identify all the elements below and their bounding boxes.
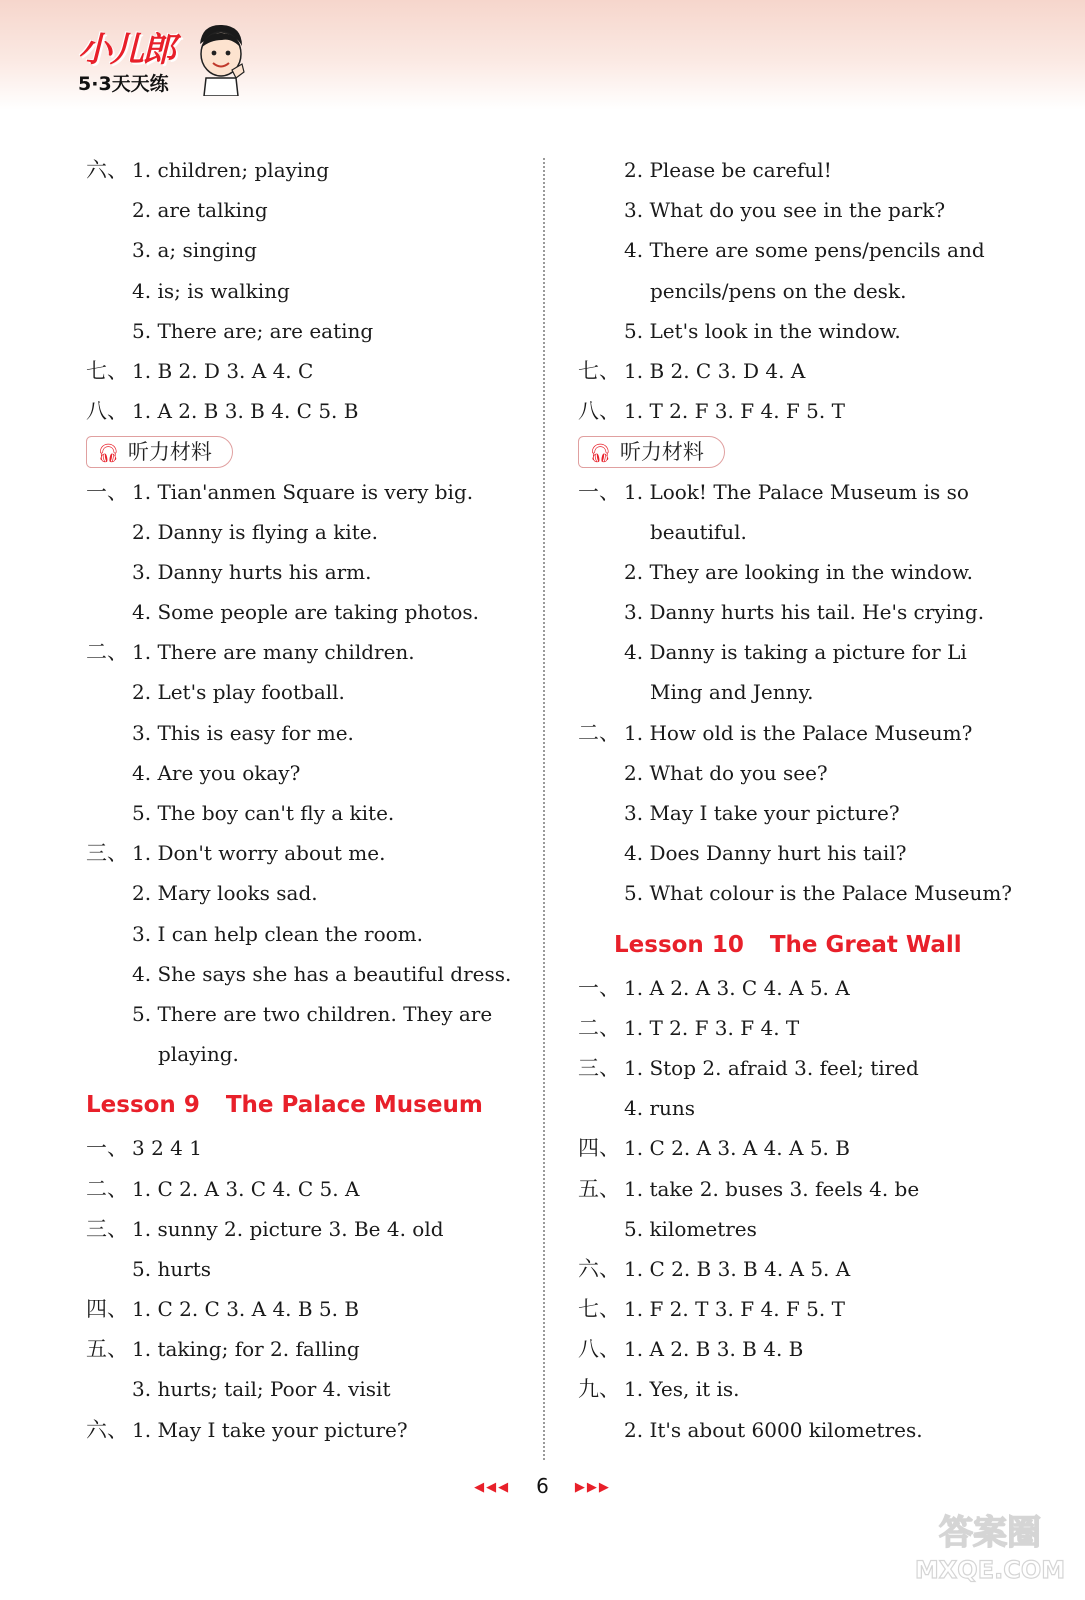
mascot-icon xyxy=(192,20,248,96)
answer-line xyxy=(578,1008,1018,1048)
answer-text: 1. sunny 2. picture 3. Be 4. old xyxy=(132,1216,444,1241)
section-mark: 八、 xyxy=(578,1337,620,1362)
answer-line xyxy=(578,552,1018,592)
section-mark: 七、 xyxy=(578,1297,620,1322)
section-mark: 九、 xyxy=(578,1377,620,1402)
answer-text: 1. C 2. A 3. C 4. C 5. A xyxy=(132,1176,360,1201)
answer-text: 3. What do you see in the park? xyxy=(624,198,946,223)
answer-text: 2. are talking xyxy=(132,198,268,223)
answer-text: 2. Mary looks sad. xyxy=(132,881,318,906)
answer-text: 2. Let's play football. xyxy=(132,680,345,705)
answer-line xyxy=(86,753,526,793)
section-mark: 二、 xyxy=(86,640,128,665)
answer-text: 1. take 2. buses 3. feels 4. be xyxy=(624,1176,920,1201)
answer-text: Ming and Jenny. xyxy=(650,680,814,705)
answer-line xyxy=(86,1128,526,1168)
answer-line xyxy=(578,833,1018,873)
right-column xyxy=(578,150,1018,1450)
answer-line xyxy=(86,873,526,913)
answer-line xyxy=(578,1289,1018,1329)
answer-text: 4. Danny is taking a picture for Li xyxy=(624,640,967,665)
answer-line xyxy=(578,793,1018,833)
answer-line xyxy=(578,1249,1018,1289)
answer-text: 1. taking; for 2. falling xyxy=(132,1337,360,1362)
answer-line xyxy=(86,592,526,632)
answer-text: 3. a; singing xyxy=(132,238,257,263)
section-mark: 一、 xyxy=(578,975,620,1000)
listening-tag-row xyxy=(86,431,526,471)
answer-text: 3. Danny hurts his tail. He's crying. xyxy=(624,600,985,625)
listening-tag-label: 听力材料 xyxy=(619,440,704,465)
answer-text: 1. B 2. C 3. D 4. A xyxy=(624,358,806,383)
answer-text: 4. She says she has a beautiful dress. xyxy=(132,961,512,986)
lesson-number: Lesson 10 xyxy=(614,931,744,958)
answer-text: 1. B 2. D 3. A 4. C xyxy=(132,358,314,383)
answer-text: 1. How old is the Palace Museum? xyxy=(624,720,973,745)
answer-line xyxy=(86,672,526,712)
answer-line xyxy=(86,1329,526,1369)
column-divider xyxy=(543,158,545,1460)
section-mark: 二、 xyxy=(578,720,620,745)
answer-text: 1. Stop 2. afraid 3. feel; tired xyxy=(624,1055,919,1080)
answer-text: 1. T 2. F 3. F 4. F 5. T xyxy=(624,399,845,424)
brand-logo: 小儿郎 xyxy=(78,30,174,70)
answer-text: 3. hurts; tail; Poor 4. visit xyxy=(132,1377,391,1402)
answer-text: pencils/pens on the desk. xyxy=(650,278,907,303)
answer-line xyxy=(578,1369,1018,1409)
answer-text: 3. This is easy for me. xyxy=(132,720,354,745)
answer-line xyxy=(578,150,1018,190)
answer-text: playing. xyxy=(158,1042,239,1067)
answer-line xyxy=(578,271,1018,311)
answer-text: 3 2 4 1 xyxy=(132,1136,202,1161)
section-mark: 六、 xyxy=(578,1256,620,1281)
answer-text: 2. What do you see? xyxy=(624,760,828,785)
answer-line xyxy=(578,1169,1018,1209)
answer-line xyxy=(578,968,1018,1008)
answer-line xyxy=(86,271,526,311)
answer-line xyxy=(578,472,1018,512)
lesson-number: Lesson 9 xyxy=(86,1092,200,1119)
answer-line xyxy=(578,592,1018,632)
answer-text: 1. C 2. A 3. A 4. A 5. B xyxy=(624,1136,850,1161)
answer-text: 5. There are two children. They are xyxy=(132,1001,493,1026)
answer-text: 5. hurts xyxy=(132,1256,212,1281)
answer-line xyxy=(86,552,526,592)
answer-text: 4. is; is walking xyxy=(132,278,290,303)
answer-line xyxy=(86,190,526,230)
section-mark: 三、 xyxy=(86,841,128,866)
answer-text: 3. I can help clean the room. xyxy=(132,921,424,946)
answer-line xyxy=(578,1209,1018,1249)
answer-text: 4. Are you okay? xyxy=(132,760,301,785)
section-mark: 六、 xyxy=(86,158,128,182)
section-mark: 二、 xyxy=(86,1176,128,1201)
answer-line xyxy=(86,914,526,954)
answer-line xyxy=(578,873,1018,913)
answer-line xyxy=(86,1209,526,1249)
answer-text: 1. C 2. B 3. B 4. A 5. A xyxy=(624,1256,851,1281)
answer-text: 1. F 2. T 3. F 4. F 5. T xyxy=(624,1297,845,1322)
lesson-title: The Great Wall xyxy=(769,931,962,958)
answer-text: 5. Let's look in the window. xyxy=(624,318,901,343)
answer-text: 4. Does Danny hurt his tail? xyxy=(624,841,907,866)
answer-text: 1. Don't worry about me. xyxy=(132,841,386,866)
answer-text: 4. There are some pens/pencils and xyxy=(624,238,985,263)
section-mark: 二、 xyxy=(578,1015,620,1040)
answer-text: 1. Tian'anmen Square is very big. xyxy=(132,479,474,504)
answer-line xyxy=(86,713,526,753)
answer-text: 4. runs xyxy=(624,1096,696,1121)
answer-line xyxy=(86,1369,526,1409)
listening-tag xyxy=(578,436,725,468)
answer-text: 2. Please be careful! xyxy=(624,158,832,182)
listening-tag-row xyxy=(578,431,1018,471)
section-mark: 一、 xyxy=(86,479,128,504)
answer-text: 2. Danny is flying a kite. xyxy=(132,519,378,544)
watermark-text: 答案圈 xyxy=(939,1513,1041,1553)
answer-line xyxy=(578,672,1018,712)
answer-line xyxy=(86,833,526,873)
headphones-icon: 🎧︎ xyxy=(589,443,612,465)
section-mark: 一、 xyxy=(578,479,620,504)
answer-text: 1. T 2. F 3. F 4. T xyxy=(624,1015,800,1040)
headphones-icon: 🎧︎ xyxy=(97,443,120,465)
answer-line xyxy=(86,512,526,552)
answer-line xyxy=(86,1289,526,1329)
answer-line xyxy=(86,150,526,190)
lesson-heading xyxy=(86,1082,526,1128)
prev-arrows-icon: ◀◀◀ xyxy=(474,1480,511,1495)
section-mark: 三、 xyxy=(578,1055,620,1080)
brand-series: 5·3天天练 xyxy=(78,73,169,95)
section-mark: 六、 xyxy=(86,1417,128,1442)
answer-line xyxy=(86,391,526,431)
answer-text: 5. There are; are eating xyxy=(132,318,374,343)
answer-line xyxy=(578,351,1018,391)
section-mark: 五、 xyxy=(578,1176,620,1201)
lesson-title: The Palace Museum xyxy=(225,1092,483,1119)
answer-line xyxy=(578,230,1018,270)
answer-text: 4. Some people are taking photos. xyxy=(132,600,480,625)
left-column xyxy=(86,150,526,1450)
answer-line xyxy=(86,230,526,270)
answer-line xyxy=(578,1048,1018,1088)
section-mark: 七、 xyxy=(86,358,128,383)
answer-line xyxy=(578,753,1018,793)
answer-text: 3. Danny hurts his arm. xyxy=(132,559,372,584)
answer-line xyxy=(86,472,526,512)
answer-line xyxy=(86,994,526,1034)
answer-text: 1. A 2. A 3. C 4. A 5. A xyxy=(624,975,850,1000)
watermark-logo xyxy=(915,1506,1065,1586)
answer-line xyxy=(578,512,1018,552)
section-mark: 三、 xyxy=(86,1216,128,1241)
answer-text: beautiful. xyxy=(650,519,747,544)
answer-text: 5. What colour is the Palace Museum? xyxy=(624,881,1013,906)
answer-text: 1. C 2. C 3. A 4. B 5. B xyxy=(132,1297,360,1322)
answer-line xyxy=(86,311,526,351)
section-mark: 一、 xyxy=(86,1136,128,1161)
answer-text: 1. children; playing xyxy=(132,158,329,182)
answer-text: 1. Look! The Palace Museum is so xyxy=(624,479,969,504)
answer-line xyxy=(578,391,1018,431)
page-footer xyxy=(0,1474,1085,1498)
answer-text: 1. A 2. B 3. B 4. B xyxy=(624,1337,804,1362)
answer-line xyxy=(86,1410,526,1450)
section-mark: 八、 xyxy=(86,399,128,424)
listening-tag-label: 听力材料 xyxy=(127,440,212,465)
answer-line xyxy=(86,632,526,672)
watermark-url: MXQE.COM xyxy=(915,1556,1065,1584)
section-mark: 四、 xyxy=(86,1297,128,1322)
answer-text: 2. It's about 6000 kilometres. xyxy=(624,1417,923,1442)
section-mark: 八、 xyxy=(578,399,620,424)
answer-line xyxy=(86,1169,526,1209)
answer-line xyxy=(578,713,1018,753)
section-mark: 七、 xyxy=(578,358,620,383)
answer-line xyxy=(86,793,526,833)
answer-line xyxy=(86,954,526,994)
lesson-heading xyxy=(578,922,1018,968)
page-number: 6 xyxy=(536,1474,549,1498)
answer-text: 3. May I take your picture? xyxy=(624,801,900,825)
answer-text: 1. There are many children. xyxy=(132,640,415,665)
brand xyxy=(78,22,174,96)
answer-line xyxy=(578,1088,1018,1128)
section-mark: 四、 xyxy=(578,1136,620,1161)
listening-tag xyxy=(86,436,233,468)
answer-line xyxy=(578,1128,1018,1168)
answer-text: 5. The boy can't fly a kite. xyxy=(132,801,395,825)
answer-line xyxy=(578,190,1018,230)
answer-line xyxy=(86,351,526,391)
next-arrows-icon: ▶▶▶ xyxy=(574,1480,611,1495)
answer-line xyxy=(578,1410,1018,1450)
answer-line xyxy=(578,1329,1018,1369)
answer-line xyxy=(86,1034,526,1074)
answer-line xyxy=(578,632,1018,672)
answer-line xyxy=(86,1249,526,1289)
answer-text: 1. Yes, it is. xyxy=(624,1377,740,1402)
answer-line xyxy=(578,311,1018,351)
section-mark: 五、 xyxy=(86,1337,128,1362)
answer-text: 2. They are looking in the window. xyxy=(624,559,973,584)
answer-text: 1. A 2. B 3. B 4. C 5. B xyxy=(132,399,359,424)
answer-text: 5. kilometres xyxy=(624,1216,757,1241)
answer-text: 1. May I take your picture? xyxy=(132,1417,408,1442)
